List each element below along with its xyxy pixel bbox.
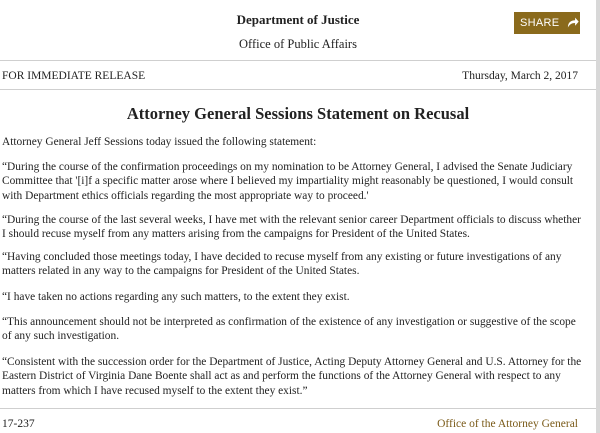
release-number: 17-237 [2,418,35,430]
article-paragraph: “I have taken no actions regarding any such matters, to the extent they exist. [2,291,350,303]
footer-divider [0,408,596,409]
article-paragraph: “Consistent with the succession order for the Department of Justice, Acting Deputy Attorney General and U.S. Attorney for the Eastern District of Virginia Dane Boente shall act as and perform the functions of the Attorney General with respect to any matters from which I have recused myself to the extent they exist.” [2,356,582,397]
department-name: Department of Justice [236,12,360,27]
share-button[interactable] [514,12,580,34]
office-name: Office of Public Affairs [239,37,357,51]
article-paragraph: “During the course of the last several weeks, I have met with the relevant senior career Department officials to discuss whether I should recuse myself from any matters arising from the campaigns for President of the United States. [2,214,581,241]
article-paragraph: “Having concluded those meetings today, I have decided to recuse myself from any existing or future investigations of any matters related in any way to the campaigns for President of the United States. [2,251,562,278]
share-arrow-icon [567,16,580,30]
article-paragraph: “During the course of the confirmation proceedings on my nomination to be Attorney General, I advised the Senate Judiciary Committee that '[i]f a specific matter arose where I believed my impartiality might reasonably be questioned, I would consult with Department ethics officials regarding the most appropriate way to proceed.' [2,161,574,202]
release-date: Thursday, March 2, 2017 [462,70,578,82]
header-divider [0,60,596,61]
page-edge [596,0,600,433]
office-link[interactable]: Office of the Attorney General [437,418,578,430]
article-paragraph: Attorney General Jeff Sessions today issued the following statement: [2,136,317,148]
article-title: Attorney General Sessions Statement on Recusal [126,104,470,123]
release-divider [0,89,596,90]
article-paragraph: “This announcement should not be interpreted as confirmation of the existence of any investigation or suggestive of the scope of any such investigation. [2,316,576,343]
release-label: FOR IMMEDIATE RELEASE [2,70,146,82]
share-button-label: SHARE [520,17,560,29]
